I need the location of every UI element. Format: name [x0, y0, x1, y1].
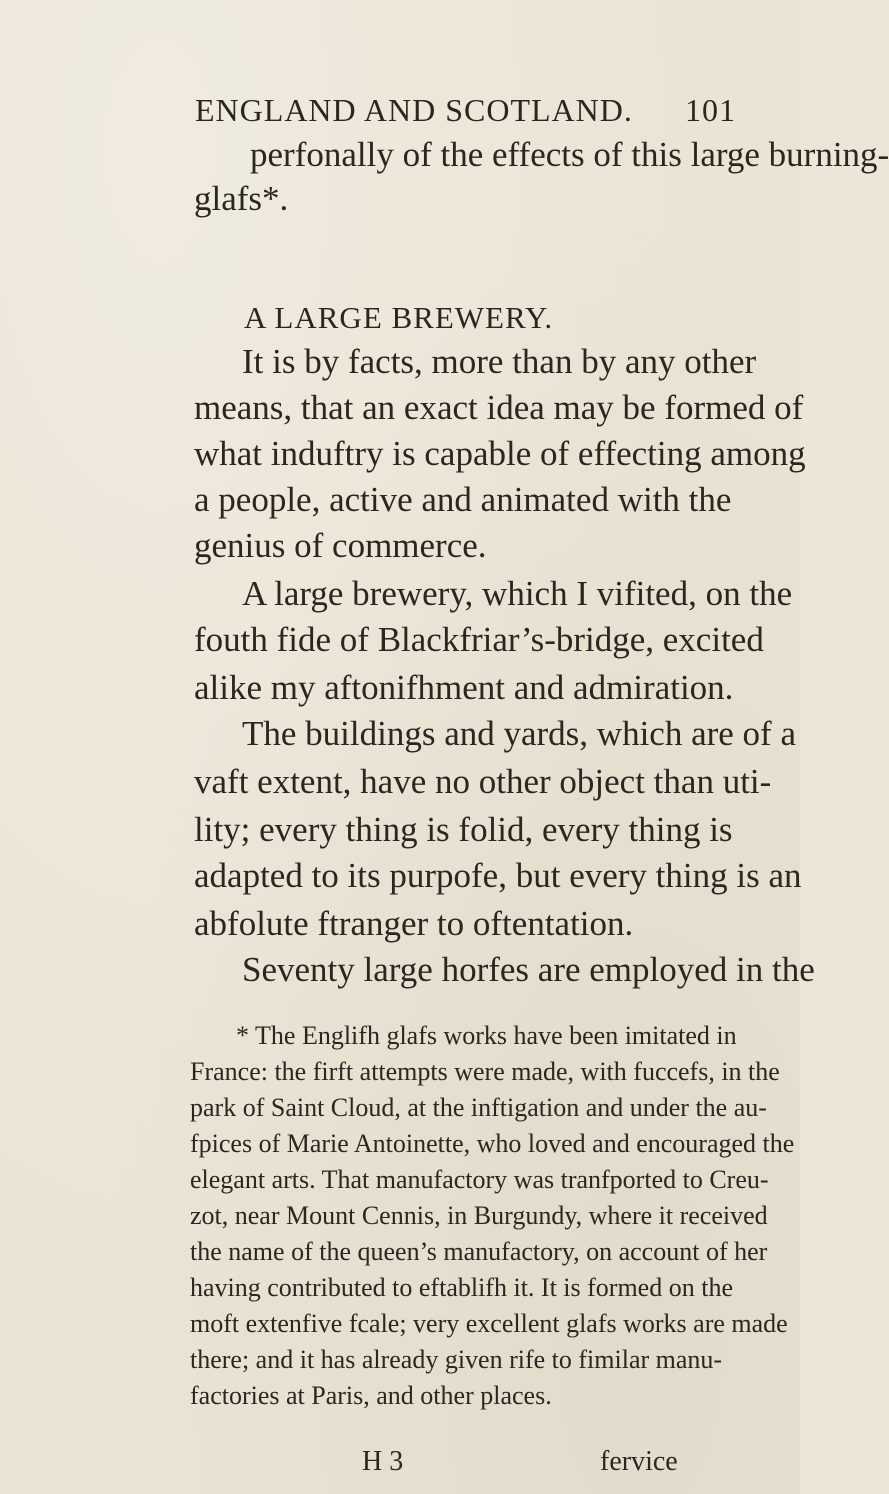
body-line: abfolute ftranger to oftentation.: [194, 904, 634, 943]
footnote-line: France: the firft attempts were made, with fuccefs, in the: [190, 1057, 780, 1086]
body-line: Seventy large horfes are employed in the: [242, 950, 815, 989]
body-line: A large brewery, which I vifited, on the: [242, 574, 793, 613]
footnote-line: factories at Paris, and other places.: [190, 1381, 552, 1410]
body-line: a people, active and animated with the: [194, 480, 732, 519]
body-line: perfonally of the effects of this large burning-: [250, 135, 889, 174]
section-heading: A LARGE BREWERY.: [244, 300, 554, 335]
signature-mark: H 3: [362, 1446, 404, 1477]
body-line: It is by facts, more than by any other: [242, 342, 757, 381]
footnote-line: fpices of Marie Antoinette, who loved and encouraged the: [190, 1129, 795, 1158]
body-line: alike my aftonifhment and admiration.: [194, 668, 734, 707]
footnote-line: having contributed to eftablifh it. It is formed on the: [190, 1273, 733, 1302]
footnote-line: the name of the queen’s manufactory, on account of her: [190, 1237, 768, 1266]
body-line: genius of commerce.: [194, 526, 487, 565]
running-title: ENGLAND AND SCOTLAND.: [195, 92, 633, 128]
page-header: [195, 92, 755, 138]
body-line: what induftry is capable of effecting among: [194, 434, 806, 473]
body-line: lity; every thing is folid, every thing is: [194, 810, 733, 849]
body-line: vaft extent, have no other object than uti-: [194, 762, 772, 801]
body-line: The buildings and yards, which are of a: [242, 714, 797, 753]
page-footer: [0, 1446, 800, 1486]
page-number: 101: [685, 92, 736, 128]
footnote-line: elegant arts. That manufactory was tranfported to Creu-: [190, 1165, 769, 1194]
footnote-line: * The Englifh glafs works have been imitated in: [236, 1021, 737, 1050]
body-line: adapted to its purpofe, but every thing is an: [194, 856, 802, 895]
footnote-line: park of Saint Cloud, at the inftigation and under the au-: [190, 1093, 767, 1122]
footnote-line: there; and it has already given rife to fimilar manu-: [190, 1345, 723, 1374]
footnote-line: moft extenfive fcale; very excellent glafs works are made: [190, 1309, 788, 1338]
catchword: fervice: [600, 1446, 678, 1477]
footnote-line: zot, near Mount Cennis, in Burgundy, where it received: [190, 1201, 768, 1230]
body-line: means, that an exact idea may be formed of: [194, 388, 804, 427]
body-line: glafs*.: [194, 179, 289, 218]
body-line: fouth fide of Blackfriar’s-bridge, excited: [194, 620, 764, 659]
